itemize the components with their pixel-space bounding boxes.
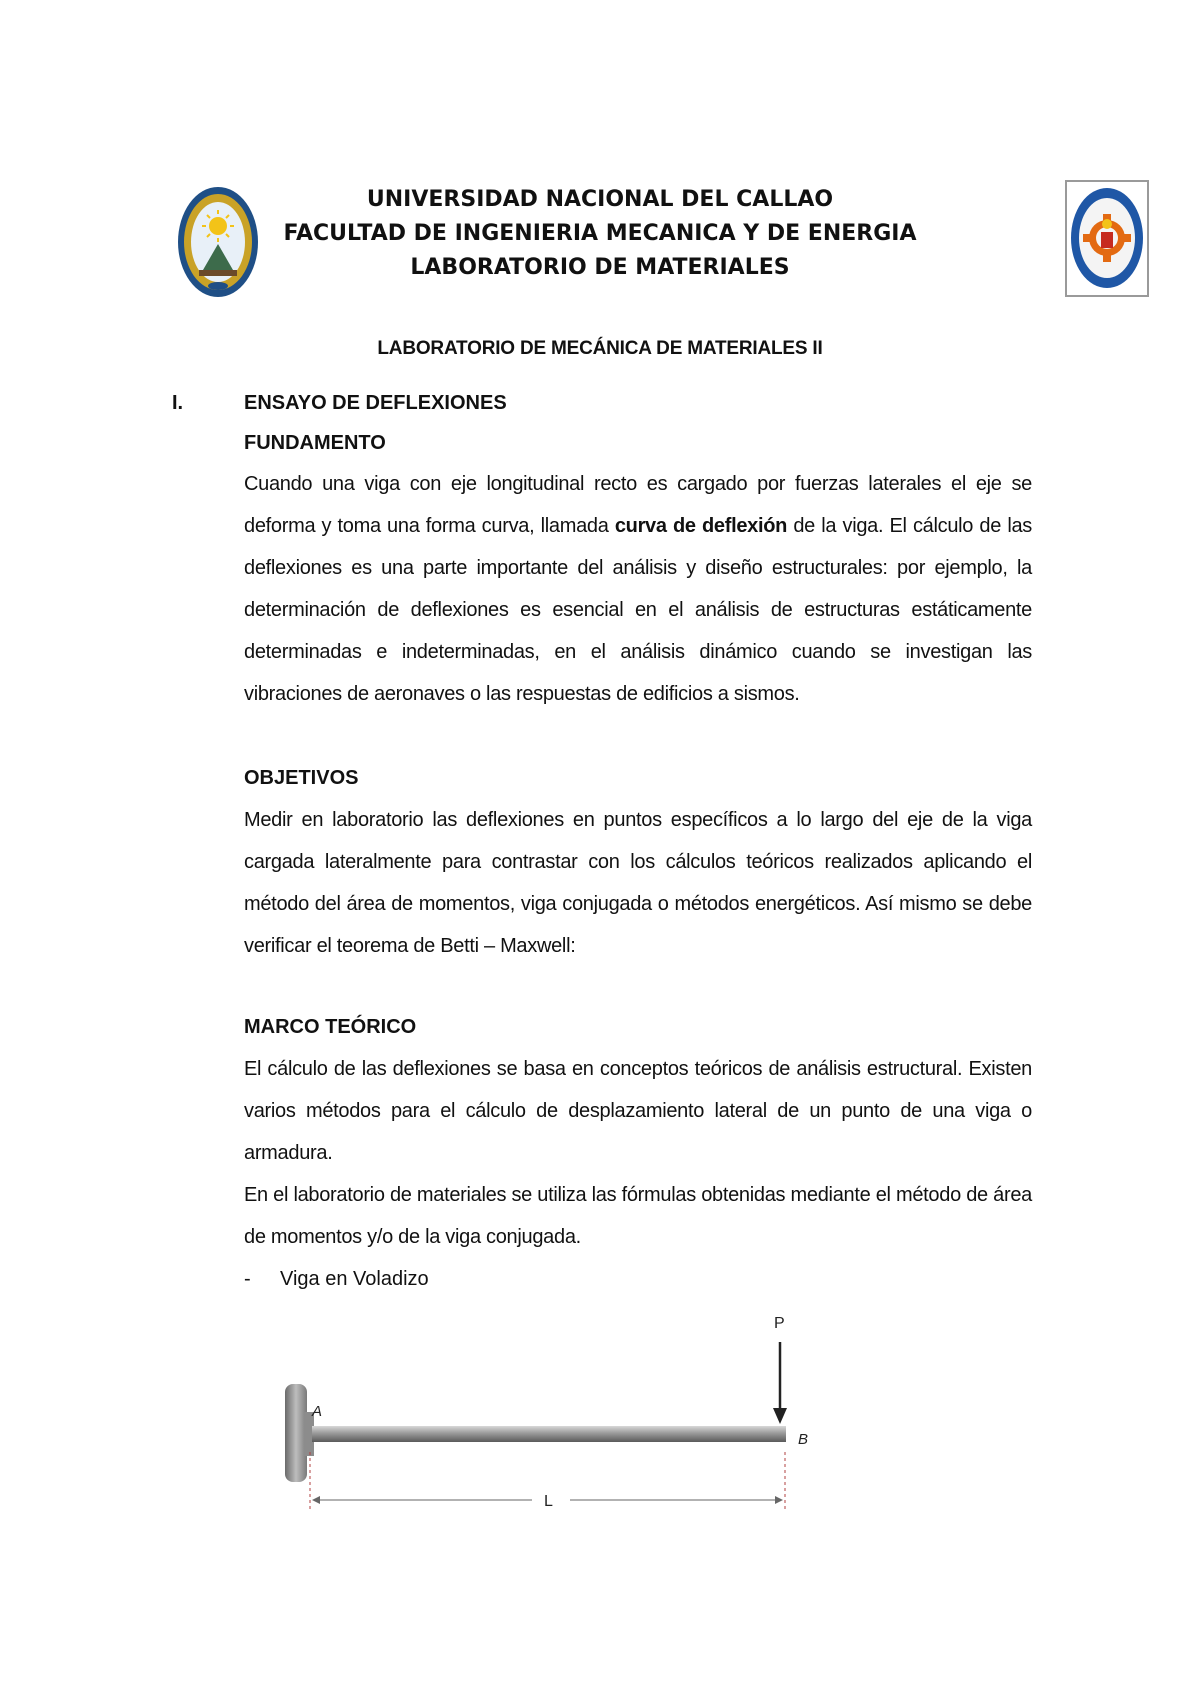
fundamento-heading: FUNDAMENTO [244,432,386,454]
university-name: UNIVERSIDAD NACIONAL DEL CALLAO [366,187,834,212]
marco-teorico-paragraph-1: El cálculo de las deflexiones se basa en conceptos teóricos de análisis estructural. Existen varios métodos para el cálculo de desplazamiento lateral de un punto de una viga o armadura. [244,1058,1032,1164]
list-dash: - [244,1268,251,1290]
marco-teorico-heading: MARCO TEÓRICO [244,1016,417,1038]
fundamento-text-after: de la viga. El cálculo de las deflexiones es una parte importante del análisis y diseño estructurales: por ejemplo, la determinación de deflexiones es esencial en el análisis de estructuras estáticamente determinadas e indeterminadas, en el análisis dinámico cuando se investigan las vibraciones de aeronaves o las respuestas de edificios a sismos. [244,515,1032,705]
fixed-support-wall [285,1384,307,1482]
section-title: ENSAYO DE DEFLEXIONES [244,392,507,414]
fundamento-text-before: Cuando una viga con eje longitudinal recto es cargado por fuerzas laterales el eje se deforma y toma una forma curva, llamada [244,473,1032,537]
beam [312,1426,786,1442]
point-b-label: B [798,1431,809,1448]
length-label: L [544,1493,553,1510]
fundamento-paragraph [244,463,1032,715]
point-a-label: A [312,1403,323,1420]
faculty-seal-logo [1065,180,1149,297]
objetivos-text: Medir en laboratorio las deflexiones en puntos específicos a lo largo del eje de la viga cargada lateralmente para contrastar con los cálculos teóricos realizados aplicando el método del área de momentos, viga conjugada o métodos energéticos. Así mismo se debe verificar el teorema de Betti – Maxwell: [244,809,1032,957]
dimension-arrow-right [775,1496,783,1504]
objetivos-heading: OBJETIVOS [244,767,359,789]
list-item-viga-voladizo [244,1268,429,1291]
marco-teorico-paragraph-2: En el laboratorio de materiales se utiliza las fórmulas obtenidas mediante el método de área de momentos y/o de la viga conjugada. [244,1184,1032,1248]
cantilever-beam-figure [280,1300,840,1520]
section-number: I. [172,392,184,414]
fundamento-bold-term: curva de deflexión [614,515,788,537]
list-item-label: Viga en Voladizo [280,1268,429,1290]
load-label: P [774,1315,785,1332]
document-title: LABORATORIO DE MECÁNICA DE MATERIALES II [377,338,823,359]
objetivos-paragraph [244,799,1032,967]
lab-name: LABORATORIO DE MATERIALES [410,255,790,280]
dimension-arrow-left [312,1496,320,1504]
load-arrowhead [773,1408,787,1424]
marco-teorico-paragraphs [244,1048,1032,1258]
faculty-name: FACULTAD DE INGENIERIA MECANICA Y DE ENERGIA [283,221,917,246]
institution-header [240,183,960,285]
